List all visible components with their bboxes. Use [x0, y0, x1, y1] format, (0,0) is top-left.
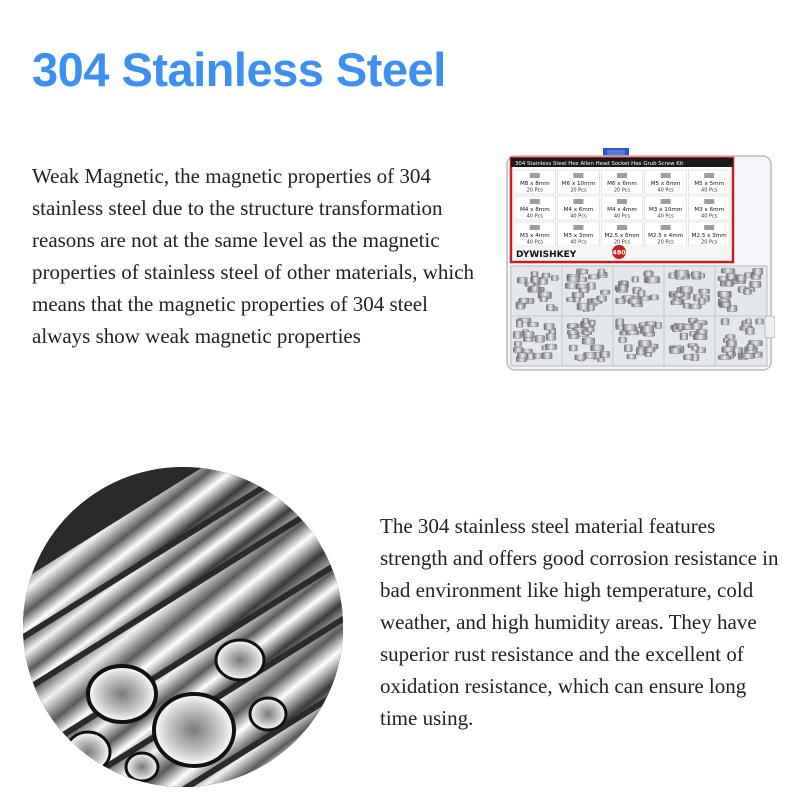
- screw-icon: [513, 331, 521, 338]
- screw-icon: [718, 355, 731, 359]
- screw-icon: [535, 336, 545, 343]
- screw-icon: [545, 344, 556, 349]
- page-heading: 304 Stainless Steel: [32, 43, 446, 96]
- screw-icon: [721, 302, 731, 307]
- quantity-label: 40 Pcs: [570, 213, 587, 220]
- screw-icon: [516, 304, 525, 309]
- screw-icon: [655, 322, 661, 328]
- screw-icon: [743, 289, 751, 295]
- screw-icon: [718, 291, 731, 297]
- screw-icon: [682, 325, 693, 330]
- screw-icon: [683, 355, 693, 360]
- screw-icon: [582, 338, 595, 344]
- screw-thumbnail-icon: [661, 199, 671, 204]
- size-label: M6 x 10mm: [561, 181, 596, 187]
- quantity-label: 20 Pcs: [613, 187, 631, 194]
- screw-icon: [538, 279, 547, 285]
- screw-icon: [618, 285, 627, 291]
- screw-icon: [675, 270, 689, 277]
- screw-icon: [600, 290, 610, 294]
- screw-icon: [583, 318, 589, 323]
- screw-icon: [753, 268, 763, 275]
- screw-icon: [572, 292, 584, 297]
- screw-thumbnail-icon: [704, 225, 714, 230]
- screw-icon: [544, 323, 554, 329]
- screw-icon: [579, 269, 588, 274]
- screw-icon: [639, 340, 652, 346]
- magnetic-description: Weak Magnetic, the magnetic properties of 304 stainless steel due to the structure transformation reasons are not at the same level as the magnetic properties of stainless steel of other materials, which means that the magnetic properties of 304 steel always show weak magnetic properties: [32, 164, 475, 348]
- screw-icon: [746, 328, 755, 335]
- size-label: M4 x 6mm: [563, 207, 594, 213]
- corrosion-description: The 304 stainless steel material features strength and offers good corrosion resistance in bad environment like high temperature, cold weather, and high humidity areas. They have superior rust resistance and the excellent of oxidation resistance, which can ensure long time using.: [380, 514, 779, 730]
- screw-icon: [628, 299, 641, 304]
- screw-icon: [680, 287, 693, 294]
- screw-icon: [546, 333, 556, 340]
- screw-icon: [756, 319, 764, 325]
- screw-icon: [525, 282, 535, 286]
- screw-icon: [567, 330, 578, 334]
- screw-icon: [546, 305, 554, 311]
- size-label: M5 x 5mm: [694, 181, 725, 187]
- quantity-label: 20 Pcs: [701, 239, 718, 246]
- screw-thumbnail-icon: [530, 199, 540, 204]
- screw-icon: [528, 322, 539, 326]
- box-brand: DYWISHKEY: [516, 250, 577, 260]
- screw-icon: [540, 297, 548, 302]
- quantity-label: 40 Pcs: [570, 239, 587, 246]
- size-label: M5 x 8mm: [650, 181, 681, 187]
- screw-icon: [566, 298, 575, 302]
- quantity-label: 40 Pcs: [701, 213, 718, 220]
- screw-icon: [726, 274, 735, 280]
- screw-icon: [513, 347, 523, 352]
- screw-icon: [598, 269, 605, 275]
- screw-thumbnail-icon: [704, 199, 714, 204]
- screw-icon: [569, 345, 577, 351]
- screw-icon: [683, 303, 690, 308]
- screw-icon: [531, 272, 538, 277]
- screw-icon: [721, 269, 735, 274]
- quantity-label: 40 Pcs: [613, 213, 631, 220]
- screw-icon: [533, 353, 543, 358]
- screw-icon: [692, 346, 699, 351]
- quantity-badge: 480: [612, 248, 626, 257]
- screw-icon: [600, 351, 609, 357]
- screw-icon: [567, 276, 579, 281]
- screw-icon: [587, 304, 594, 310]
- size-label: M4 x 8mm: [519, 207, 550, 213]
- screw-icon: [673, 293, 684, 297]
- screw-icon: [721, 319, 729, 325]
- screw-icon: [619, 337, 627, 342]
- screw-icon: [514, 341, 521, 346]
- size-label: M2.5 x 3mm: [691, 233, 727, 239]
- screw-icon: [597, 358, 604, 362]
- screw-icon: [699, 289, 710, 293]
- screw-icon: [641, 326, 654, 333]
- screw-icon: [591, 345, 604, 351]
- screw-icon: [519, 298, 529, 303]
- screw-kit-box-image: [503, 148, 775, 373]
- screw-icon: [597, 296, 607, 301]
- screw-icon: [646, 277, 660, 283]
- screw-icon: [517, 353, 527, 358]
- size-label: M8 x 8mm: [519, 181, 550, 187]
- screw-icon: [542, 273, 550, 278]
- screw-thumbnail-icon: [661, 173, 671, 178]
- quantity-label: 20 Pcs: [526, 187, 543, 194]
- screw-icon: [632, 277, 639, 282]
- quantity-label: 20 Pcs: [613, 239, 631, 246]
- size-label: M4 x 4mm: [607, 207, 637, 213]
- screw-thumbnail-icon: [573, 173, 583, 178]
- screw-icon: [575, 355, 586, 360]
- screw-icon: [644, 271, 653, 277]
- screw-icon: [516, 321, 523, 328]
- screw-icon: [589, 320, 595, 325]
- screw-icon: [551, 275, 558, 280]
- quantity-label: 40 Pcs: [657, 187, 674, 194]
- quantity-label: 40 Pcs: [526, 239, 543, 246]
- screw-thumbnail-icon: [530, 173, 540, 178]
- size-label: M6 x 6mm: [607, 181, 637, 187]
- screw-thumbnail-icon: [661, 225, 671, 230]
- quantity-label: 20 Pcs: [570, 187, 587, 194]
- screw-icon: [670, 348, 682, 354]
- screw-icon: [747, 344, 754, 350]
- screw-icon: [725, 281, 733, 286]
- screw-icon: [745, 319, 751, 324]
- quantity-label: 40 Pcs: [657, 213, 674, 220]
- screw-icon: [671, 300, 683, 304]
- screw-icon: [697, 330, 708, 335]
- screw-icon: [627, 354, 636, 359]
- screw-thumbnail-icon: [530, 225, 540, 230]
- size-label: M2.5 x 4mm: [648, 233, 684, 239]
- screw-icon: [645, 347, 655, 352]
- screw-icon: [750, 281, 761, 287]
- size-label: M2.5 x 6mm: [604, 233, 640, 239]
- screw-icon: [680, 333, 688, 340]
- screw-icon: [694, 334, 707, 339]
- screw-icon: [691, 272, 701, 278]
- screw-thumbnail-icon: [617, 225, 627, 230]
- screw-icon: [623, 325, 637, 332]
- size-label: M3 x 4mm: [519, 233, 550, 239]
- screw-icon: [522, 332, 534, 338]
- size-label: M3 x 3mm: [563, 233, 594, 239]
- screw-icon: [626, 331, 640, 335]
- screw-thumbnail-icon: [617, 173, 627, 178]
- size-label: M3 x 6mm: [694, 207, 725, 213]
- screw-icon: [616, 298, 626, 304]
- screw-icon: [726, 340, 736, 347]
- quantity-label: 20 Pcs: [657, 239, 674, 246]
- quantity-label: 40 Pcs: [526, 213, 543, 220]
- screw-icon: [523, 337, 533, 341]
- screw-thumbnail-icon: [573, 225, 583, 230]
- screw-icon: [741, 353, 755, 358]
- screw-icon: [745, 273, 752, 278]
- screw-icon: [638, 290, 645, 296]
- screw-thumbnail-icon: [617, 199, 627, 204]
- screw-thumbnail-icon: [573, 199, 583, 204]
- screw-thumbnail-icon: [704, 173, 714, 178]
- screw-icon: [636, 349, 645, 355]
- quantity-label: 40 Pcs: [701, 187, 718, 194]
- screw-icon: [698, 298, 705, 305]
- screw-icon: [650, 295, 658, 300]
- screw-icon: [624, 345, 632, 352]
- stainless-tubes-image: [22, 462, 344, 792]
- box-label-title: 304 Stainless Steel Hex Allen Head Socket Hex Grub Screw Kit: [515, 161, 684, 167]
- screw-icon: [542, 353, 552, 359]
- size-label: M3 x 10mm: [648, 207, 683, 213]
